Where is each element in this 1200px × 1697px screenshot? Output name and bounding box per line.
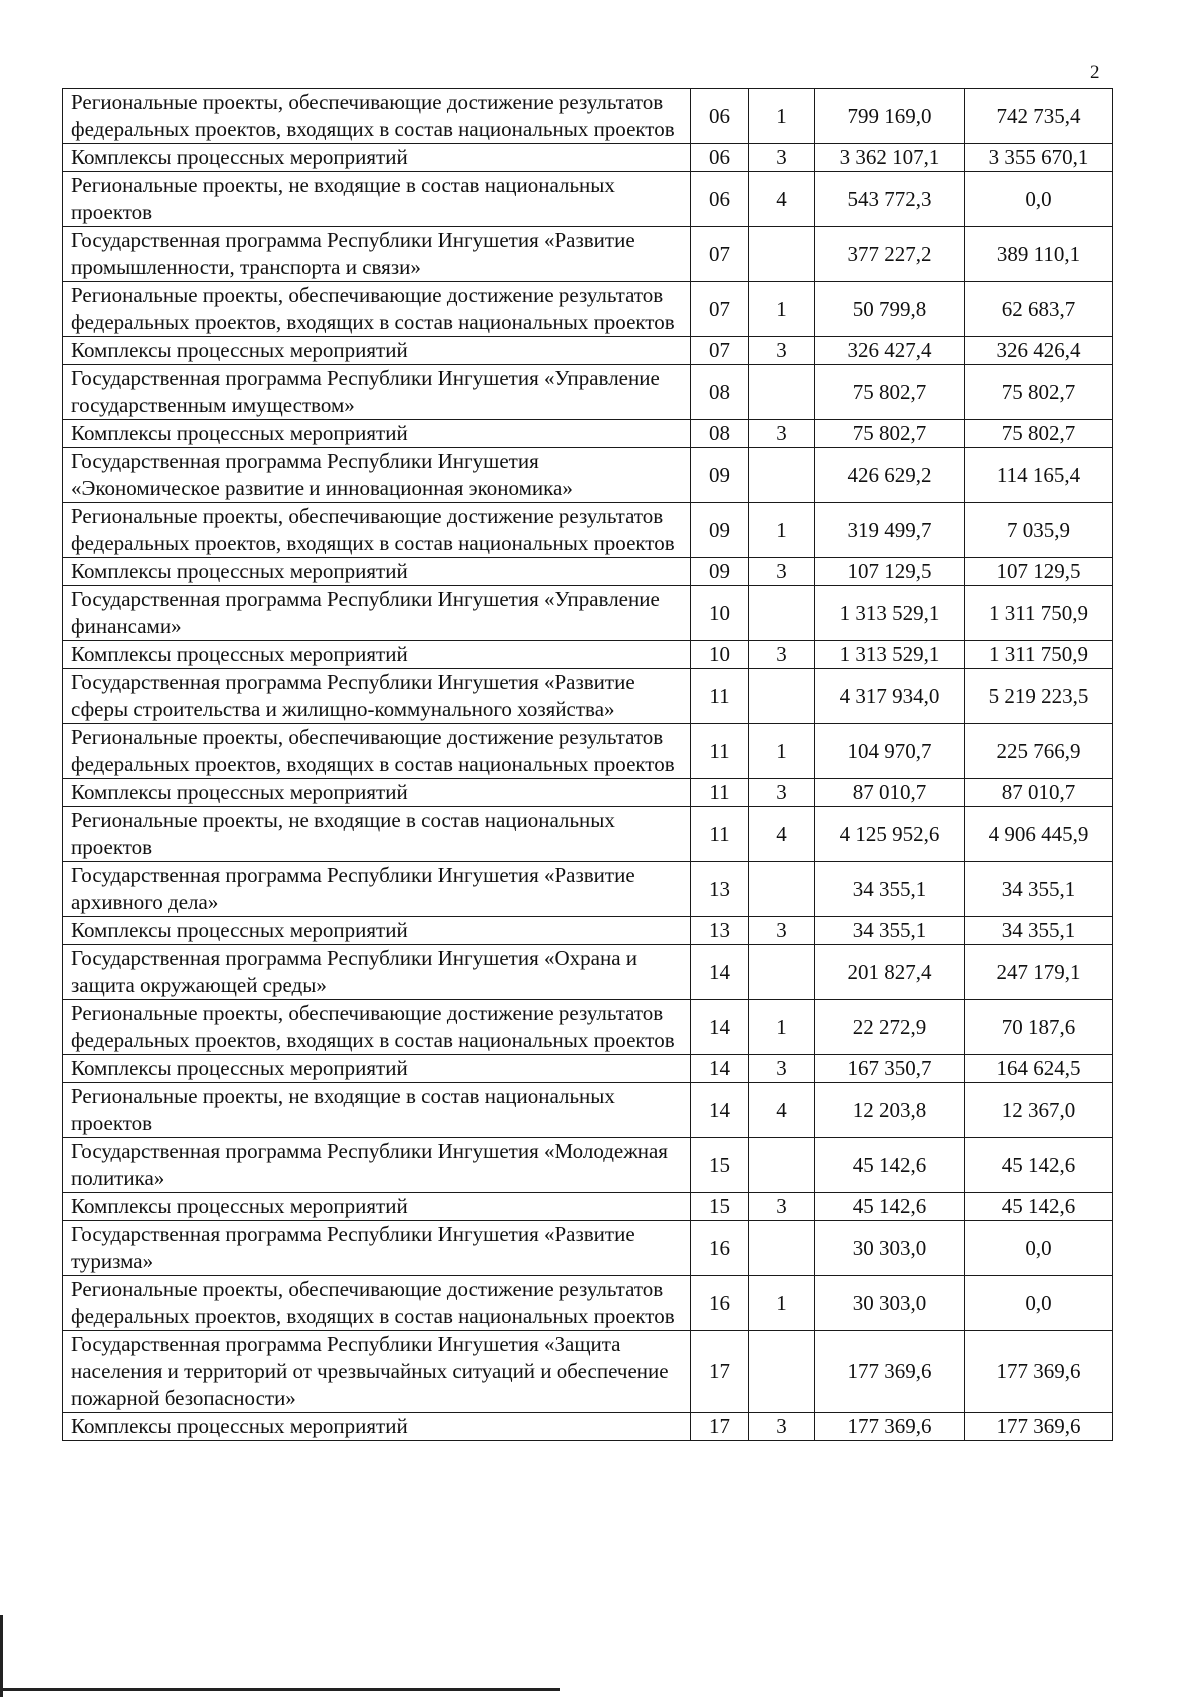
table-row — [63, 1221, 1113, 1276]
amount-year2-cell: 326 426,4 — [965, 337, 1113, 365]
amount-year1-cell: 3 362 107,1 — [815, 144, 965, 172]
subprogram-code-cell — [749, 1221, 815, 1276]
table-body — [63, 89, 1113, 1441]
table-row — [63, 365, 1113, 420]
amount-year1-cell: 104 970,7 — [815, 724, 965, 779]
table-row — [63, 1000, 1113, 1055]
amount-year2-cell: 75 802,7 — [965, 365, 1113, 420]
subprogram-code-cell: 1 — [749, 1000, 815, 1055]
subprogram-code-cell: 3 — [749, 1413, 815, 1441]
table-row — [63, 586, 1113, 641]
program-name-cell: Государственная программа Республики Ингушетия «Развитие туризма» — [63, 1221, 691, 1276]
amount-year1-cell: 426 629,2 — [815, 448, 965, 503]
table-row — [63, 862, 1113, 917]
program-name-cell: Комплексы процессных мероприятий — [63, 1193, 691, 1221]
table-row — [63, 1276, 1113, 1331]
amount-year2-cell: 107 129,5 — [965, 558, 1113, 586]
amount-year2-cell: 164 624,5 — [965, 1055, 1113, 1083]
amount-year2-cell: 5 219 223,5 — [965, 669, 1113, 724]
subprogram-code-cell — [749, 448, 815, 503]
amount-year1-cell: 22 272,9 — [815, 1000, 965, 1055]
amount-year1-cell: 177 369,6 — [815, 1413, 965, 1441]
amount-year1-cell: 34 355,1 — [815, 862, 965, 917]
amount-year1-cell: 1 313 529,1 — [815, 641, 965, 669]
program-code-cell: 08 — [691, 365, 749, 420]
program-name-cell: Государственная программа Республики Ингушетия «Охрана и защита окружающей среды» — [63, 945, 691, 1000]
amount-year2-cell: 114 165,4 — [965, 448, 1113, 503]
amount-year2-cell: 45 142,6 — [965, 1138, 1113, 1193]
table-row — [63, 420, 1113, 448]
amount-year1-cell: 34 355,1 — [815, 917, 965, 945]
table-row — [63, 448, 1113, 503]
table-row — [63, 669, 1113, 724]
amount-year1-cell: 107 129,5 — [815, 558, 965, 586]
amount-year1-cell: 75 802,7 — [815, 420, 965, 448]
table-row — [63, 172, 1113, 227]
subprogram-code-cell: 1 — [749, 724, 815, 779]
subprogram-code-cell — [749, 669, 815, 724]
program-code-cell: 09 — [691, 503, 749, 558]
subprogram-code-cell: 3 — [749, 779, 815, 807]
amount-year1-cell: 201 827,4 — [815, 945, 965, 1000]
program-code-cell: 14 — [691, 1000, 749, 1055]
subprogram-code-cell: 1 — [749, 282, 815, 337]
program-name-cell: Региональные проекты, обеспечивающие достижение результатов федеральных проектов, входящих в состав национальных проектов — [63, 1000, 691, 1055]
table-row — [63, 144, 1113, 172]
table-row — [63, 641, 1113, 669]
amount-year1-cell: 87 010,7 — [815, 779, 965, 807]
subprogram-code-cell — [749, 227, 815, 282]
table-row — [63, 1413, 1113, 1441]
subprogram-code-cell — [749, 365, 815, 420]
program-code-cell: 11 — [691, 779, 749, 807]
subprogram-code-cell: 3 — [749, 1055, 815, 1083]
amount-year1-cell: 4 125 952,6 — [815, 807, 965, 862]
program-code-cell: 15 — [691, 1138, 749, 1193]
amount-year2-cell: 3 355 670,1 — [965, 144, 1113, 172]
program-code-cell: 16 — [691, 1276, 749, 1331]
subprogram-code-cell: 1 — [749, 89, 815, 144]
program-code-cell: 08 — [691, 420, 749, 448]
program-code-cell: 11 — [691, 807, 749, 862]
amount-year2-cell: 12 367,0 — [965, 1083, 1113, 1138]
amount-year2-cell: 70 187,6 — [965, 1000, 1113, 1055]
program-code-cell: 10 — [691, 586, 749, 641]
program-code-cell: 07 — [691, 337, 749, 365]
program-name-cell: Государственная программа Республики Ингушетия «Развитие сферы строительства и жилищно-коммунального хозяйства» — [63, 669, 691, 724]
amount-year2-cell: 177 369,6 — [965, 1413, 1113, 1441]
subprogram-code-cell: 3 — [749, 1193, 815, 1221]
amount-year2-cell: 75 802,7 — [965, 420, 1113, 448]
program-name-cell: Комплексы процессных мероприятий — [63, 337, 691, 365]
amount-year1-cell: 30 303,0 — [815, 1221, 965, 1276]
table-row — [63, 724, 1113, 779]
table-row — [63, 1193, 1113, 1221]
program-name-cell: Государственная программа Республики Ингушетия «Защита населения и территорий от чрезвычайных ситуаций и обеспечение пожарной безопасности» — [63, 1331, 691, 1413]
subprogram-code-cell: 4 — [749, 172, 815, 227]
program-name-cell: Государственная программа Республики Ингушетия «Развитие промышленности, транспорта и связи» — [63, 227, 691, 282]
amount-year2-cell: 225 766,9 — [965, 724, 1113, 779]
amount-year1-cell: 1 313 529,1 — [815, 586, 965, 641]
program-name-cell: Региональные проекты, обеспечивающие достижение результатов федеральных проектов, входящих в состав национальных проектов — [63, 724, 691, 779]
program-code-cell: 17 — [691, 1331, 749, 1413]
subprogram-code-cell — [749, 586, 815, 641]
table-row — [63, 558, 1113, 586]
amount-year1-cell: 45 142,6 — [815, 1193, 965, 1221]
amount-year1-cell: 30 303,0 — [815, 1276, 965, 1331]
subprogram-code-cell: 3 — [749, 917, 815, 945]
program-name-cell: Региональные проекты, не входящие в состав национальных проектов — [63, 1083, 691, 1138]
program-name-cell: Комплексы процессных мероприятий — [63, 558, 691, 586]
table-row — [63, 1055, 1113, 1083]
amount-year2-cell: 4 906 445,9 — [965, 807, 1113, 862]
program-name-cell: Региональные проекты, не входящие в состав национальных проектов — [63, 172, 691, 227]
scan-frame-corner — [0, 1615, 3, 1697]
amount-year1-cell: 45 142,6 — [815, 1138, 965, 1193]
amount-year1-cell: 4 317 934,0 — [815, 669, 965, 724]
program-code-cell: 09 — [691, 558, 749, 586]
program-name-cell: Комплексы процессных мероприятий — [63, 779, 691, 807]
table-row — [63, 779, 1113, 807]
program-code-cell: 09 — [691, 448, 749, 503]
amount-year2-cell: 0,0 — [965, 1221, 1113, 1276]
program-name-cell: Комплексы процессных мероприятий — [63, 1413, 691, 1441]
program-name-cell: Государственная программа Республики Ингушетия «Молодежная политика» — [63, 1138, 691, 1193]
subprogram-code-cell: 3 — [749, 337, 815, 365]
subprogram-code-cell — [749, 1331, 815, 1413]
program-code-cell: 14 — [691, 945, 749, 1000]
amount-year1-cell: 12 203,8 — [815, 1083, 965, 1138]
amount-year2-cell: 7 035,9 — [965, 503, 1113, 558]
table-row — [63, 917, 1113, 945]
amount-year2-cell: 177 369,6 — [965, 1331, 1113, 1413]
subprogram-code-cell: 3 — [749, 641, 815, 669]
subprogram-code-cell: 3 — [749, 558, 815, 586]
subprogram-code-cell: 3 — [749, 420, 815, 448]
program-name-cell: Комплексы процессных мероприятий — [63, 144, 691, 172]
program-name-cell: Государственная программа Республики Ингушетия «Управление государственным имуществом» — [63, 365, 691, 420]
program-name-cell: Комплексы процессных мероприятий — [63, 917, 691, 945]
table-row — [63, 503, 1113, 558]
program-code-cell: 16 — [691, 1221, 749, 1276]
program-name-cell: Комплексы процессных мероприятий — [63, 1055, 691, 1083]
amount-year2-cell: 1 311 750,9 — [965, 641, 1113, 669]
program-name-cell: Комплексы процессных мероприятий — [63, 641, 691, 669]
program-name-cell: Государственная программа Республики Ингушетия «Управление финансами» — [63, 586, 691, 641]
subprogram-code-cell — [749, 945, 815, 1000]
amount-year2-cell: 0,0 — [965, 172, 1113, 227]
program-code-cell: 17 — [691, 1413, 749, 1441]
program-code-cell: 10 — [691, 641, 749, 669]
subprogram-code-cell: 4 — [749, 807, 815, 862]
amount-year2-cell: 34 355,1 — [965, 917, 1113, 945]
page-number: 2 — [1090, 62, 1100, 83]
program-name-cell: Региональные проекты, обеспечивающие достижение результатов федеральных проектов, входящих в состав национальных проектов — [63, 503, 691, 558]
subprogram-code-cell — [749, 862, 815, 917]
table-row — [63, 282, 1113, 337]
scan-frame-line — [0, 1688, 560, 1691]
table-row — [63, 807, 1113, 862]
program-code-cell: 06 — [691, 172, 749, 227]
amount-year2-cell: 34 355,1 — [965, 862, 1113, 917]
program-code-cell: 07 — [691, 282, 749, 337]
subprogram-code-cell — [749, 1138, 815, 1193]
program-code-cell: 06 — [691, 144, 749, 172]
table-row — [63, 945, 1113, 1000]
program-name-cell: Региональные проекты, обеспечивающие достижение результатов федеральных проектов, входящих в состав национальных проектов — [63, 282, 691, 337]
table-row — [63, 1083, 1113, 1138]
amount-year2-cell: 247 179,1 — [965, 945, 1113, 1000]
amount-year2-cell: 62 683,7 — [965, 282, 1113, 337]
program-name-cell: Государственная программа Республики Ингушетия «Развитие архивного дела» — [63, 862, 691, 917]
program-name-cell: Региональные проекты, не входящие в состав национальных проектов — [63, 807, 691, 862]
program-name-cell: Комплексы процессных мероприятий — [63, 420, 691, 448]
program-name-cell: Государственная программа Республики Ингушетия «Экономическое развитие и инновационная экономика» — [63, 448, 691, 503]
amount-year1-cell: 326 427,4 — [815, 337, 965, 365]
program-name-cell: Региональные проекты, обеспечивающие достижение результатов федеральных проектов, входящих в состав национальных проектов — [63, 89, 691, 144]
program-code-cell: 15 — [691, 1193, 749, 1221]
amount-year2-cell: 87 010,7 — [965, 779, 1113, 807]
amount-year1-cell: 177 369,6 — [815, 1331, 965, 1413]
program-code-cell: 06 — [691, 89, 749, 144]
program-code-cell: 14 — [691, 1055, 749, 1083]
subprogram-code-cell: 1 — [749, 503, 815, 558]
program-code-cell: 11 — [691, 724, 749, 779]
table-row — [63, 1331, 1113, 1413]
program-code-cell: 14 — [691, 1083, 749, 1138]
subprogram-code-cell: 3 — [749, 144, 815, 172]
amount-year1-cell: 377 227,2 — [815, 227, 965, 282]
amount-year1-cell: 167 350,7 — [815, 1055, 965, 1083]
amount-year2-cell: 742 735,4 — [965, 89, 1113, 144]
amount-year2-cell: 0,0 — [965, 1276, 1113, 1331]
amount-year1-cell: 799 169,0 — [815, 89, 965, 144]
amount-year1-cell: 50 799,8 — [815, 282, 965, 337]
table-row — [63, 89, 1113, 144]
program-name-cell: Региональные проекты, обеспечивающие достижение результатов федеральных проектов, входящих в состав национальных проектов — [63, 1276, 691, 1331]
amount-year2-cell: 1 311 750,9 — [965, 586, 1113, 641]
program-code-cell: 13 — [691, 862, 749, 917]
amount-year1-cell: 75 802,7 — [815, 365, 965, 420]
amount-year2-cell: 389 110,1 — [965, 227, 1113, 282]
budget-table — [62, 88, 1113, 1441]
amount-year1-cell: 543 772,3 — [815, 172, 965, 227]
amount-year1-cell: 319 499,7 — [815, 503, 965, 558]
program-code-cell: 11 — [691, 669, 749, 724]
subprogram-code-cell: 4 — [749, 1083, 815, 1138]
table-row — [63, 227, 1113, 282]
table-row — [63, 337, 1113, 365]
table-row — [63, 1138, 1113, 1193]
amount-year2-cell: 45 142,6 — [965, 1193, 1113, 1221]
subprogram-code-cell: 1 — [749, 1276, 815, 1331]
program-code-cell: 07 — [691, 227, 749, 282]
program-code-cell: 13 — [691, 917, 749, 945]
